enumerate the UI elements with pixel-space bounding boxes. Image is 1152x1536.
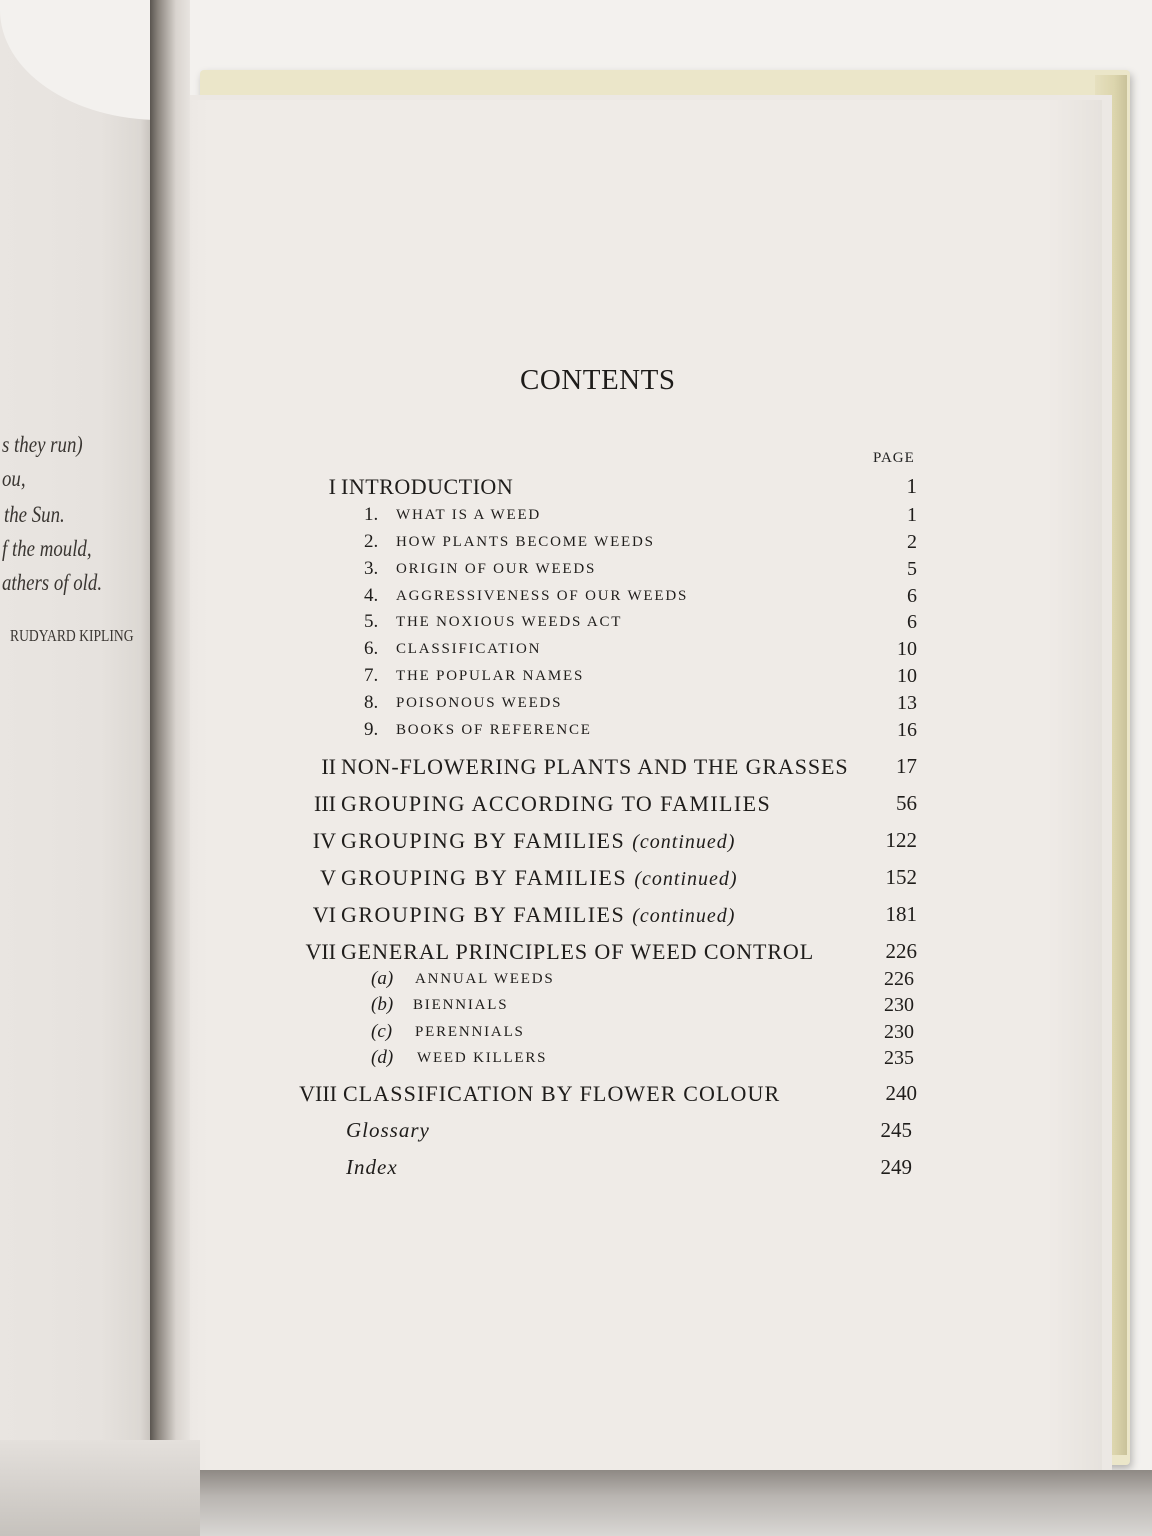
entry-number: 5.	[364, 611, 379, 632]
entry-number: III	[314, 791, 336, 816]
toc-entry	[0, 692, 1152, 722]
entry-label: GENERAL PRINCIPLES OF WEED CONTROL	[341, 939, 815, 964]
entry-page: 17	[896, 754, 917, 778]
entry-label: ORIGIN OF OUR WEEDS	[396, 561, 597, 577]
entry-page: 240	[885, 1081, 917, 1105]
entry-number: 4.	[364, 585, 379, 606]
entry-number: 3.	[364, 558, 379, 579]
page-column-header: PAGE	[873, 450, 915, 466]
entry-page: 10	[897, 638, 917, 660]
toc-entry	[0, 1047, 1152, 1077]
entry-page: 1	[907, 504, 917, 526]
toc-entry	[0, 638, 1152, 668]
entry-number: (d)	[371, 1047, 394, 1068]
entry-page: 226	[885, 939, 917, 963]
entry-label: INTRODUCTION	[341, 474, 514, 499]
entry-number: (b)	[371, 994, 394, 1015]
entry-number: V	[320, 865, 336, 890]
entry-label: POISONOUS WEEDS	[396, 695, 563, 711]
entry-number: IV	[312, 828, 336, 853]
entry-number: 1.	[364, 504, 379, 525]
entry-page: 249	[880, 1155, 912, 1179]
entry-number: VII	[305, 939, 336, 964]
entry-label: GROUPING BY FAMILIES (continued)	[341, 902, 736, 927]
entry-page: 16	[897, 719, 917, 741]
toc-entry	[0, 719, 1152, 749]
entry-page: 122	[885, 828, 917, 852]
entry-label: THE POPULAR NAMES	[396, 668, 585, 684]
entry-number: 6.	[364, 638, 379, 659]
entry-label: GROUPING BY FAMILIES (continued)	[341, 865, 738, 890]
toc-entry	[0, 1081, 1152, 1111]
entry-label: BIENNIALS	[413, 997, 509, 1013]
entry-label: WEED KILLERS	[417, 1050, 548, 1066]
entry-page: 230	[884, 1021, 914, 1043]
entry-number: 7.	[364, 665, 379, 686]
entry-number: VIII	[299, 1081, 337, 1106]
toc-entry	[0, 474, 1152, 504]
entry-label: THE NOXIOUS WEEDS ACT	[396, 614, 623, 630]
entry-label: GROUPING BY FAMILIES (continued)	[341, 828, 736, 853]
toc-entry	[0, 558, 1152, 588]
continued-note: (continued)	[632, 831, 736, 853]
poem-line: s they run)	[2, 432, 83, 457]
entry-page: 13	[897, 692, 917, 714]
entry-number: (a)	[371, 968, 394, 989]
entry-number: 8.	[364, 692, 379, 713]
entry-page: 5	[907, 558, 917, 580]
poem-line: f the mould,	[2, 536, 92, 561]
toc-entry	[0, 791, 1152, 821]
entry-label: Index	[346, 1155, 398, 1179]
entry-label: GROUPING ACCORDING TO FAMILIES	[341, 791, 772, 816]
poem-author: RUDYARD KIPLING	[10, 626, 134, 645]
contents-title: CONTENTS	[520, 364, 676, 396]
toc-entry	[0, 754, 1152, 784]
toc-entry	[0, 939, 1152, 969]
entry-page: 181	[885, 902, 917, 926]
entry-label: AGGRESSIVENESS OF OUR WEEDS	[396, 588, 689, 604]
toc-entry	[0, 1118, 1152, 1148]
entry-label: WHAT IS A WEED	[396, 507, 542, 523]
entry-page: 226	[884, 968, 914, 990]
poem-line: the Sun.	[4, 502, 65, 527]
toc-entry	[0, 611, 1152, 641]
toc-entry	[0, 504, 1152, 534]
entry-label: CLASSIFICATION BY FLOWER COLOUR	[343, 1081, 781, 1106]
entry-number: (c)	[371, 1021, 393, 1042]
entry-number: II	[321, 754, 336, 779]
entry-label: BOOKS OF REFERENCE	[396, 722, 592, 738]
entry-page: 56	[896, 791, 917, 815]
toc-entry	[0, 994, 1152, 1024]
continued-note: (continued)	[634, 868, 738, 890]
toc-entry	[0, 1155, 1152, 1185]
continued-note: (continued)	[632, 905, 736, 927]
entry-page: 6	[907, 585, 917, 607]
entry-page: 235	[884, 1047, 914, 1069]
entry-label: Glossary	[346, 1118, 430, 1142]
entry-page: 245	[880, 1118, 912, 1142]
entry-label: NON-FLOWERING PLANTS AND THE GRASSES	[341, 754, 849, 779]
entry-number: 9.	[364, 719, 379, 740]
toc-entry	[0, 665, 1152, 695]
entry-number: 2.	[364, 531, 379, 552]
entry-label: PERENNIALS	[415, 1024, 525, 1040]
entry-page: 2	[907, 531, 917, 553]
entry-label: CLASSIFICATION	[396, 641, 542, 657]
poem-line: athers of old.	[2, 570, 103, 595]
entry-label: ANNUAL WEEDS	[415, 971, 555, 987]
entry-page: 230	[884, 994, 914, 1016]
toc-entry	[0, 865, 1152, 895]
entry-page: 152	[885, 865, 917, 889]
toc-entry	[0, 828, 1152, 858]
entry-label: HOW PLANTS BECOME WEEDS	[396, 534, 655, 550]
toc-entry	[0, 902, 1152, 932]
poem-line: ou,	[2, 466, 26, 491]
entry-number: VI	[312, 902, 336, 927]
toc-entry	[0, 531, 1152, 561]
entry-page: 10	[897, 665, 917, 687]
entry-page: 6	[907, 611, 917, 633]
entry-page: 1	[906, 474, 917, 498]
entry-number: I	[328, 474, 336, 499]
